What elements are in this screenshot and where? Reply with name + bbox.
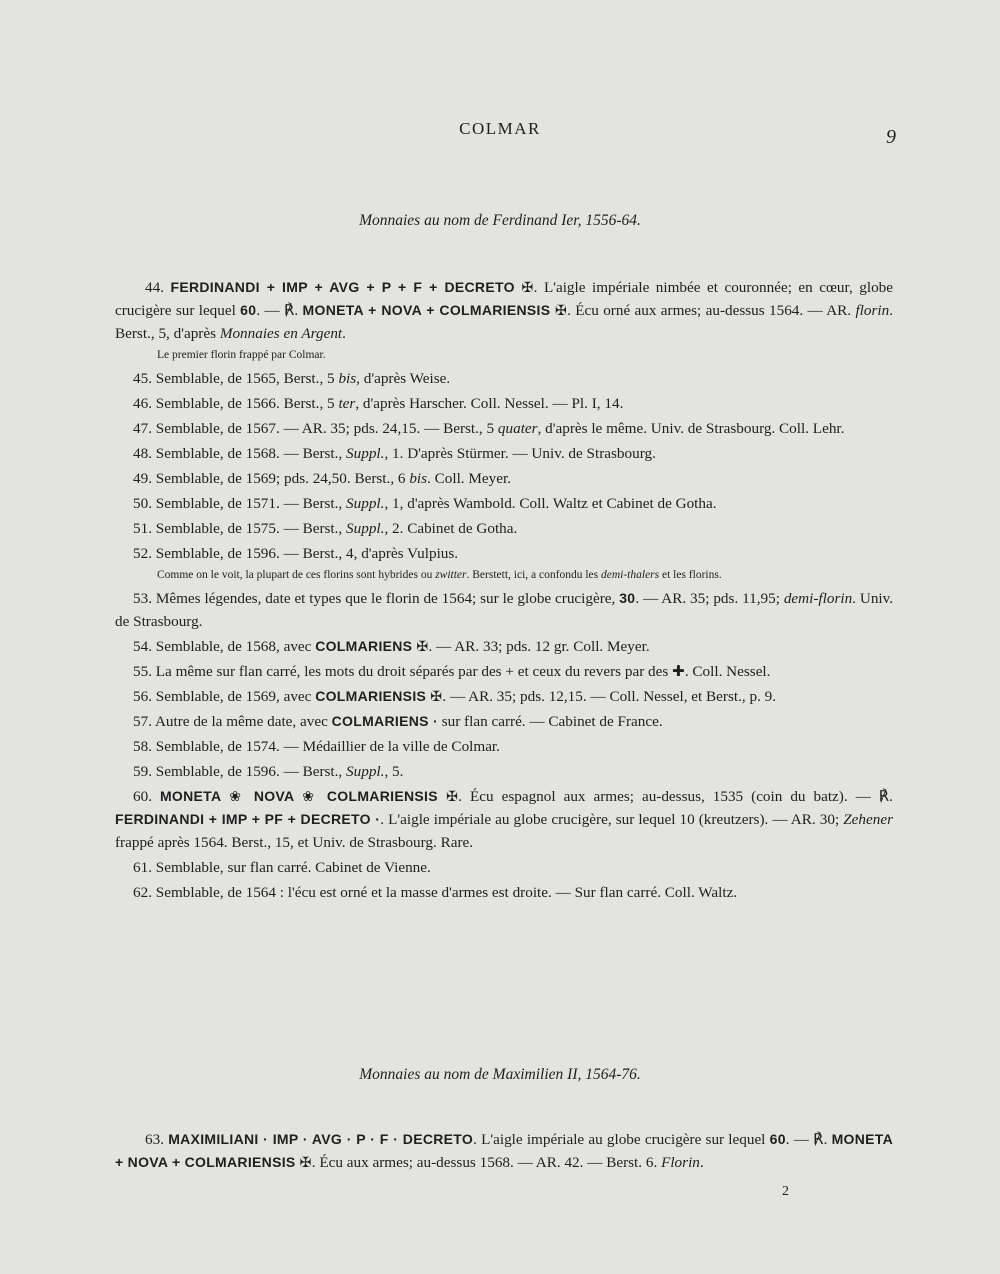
italic-text: demi-florin [783,590,853,607]
catalog-entry [115,856,893,879]
catalog-entry [115,685,893,708]
catalog-entry [115,492,893,515]
entry-text: , 2. Cabinet de Gotha. [384,520,518,537]
italic-text: demi-thalers [600,569,660,581]
entry-text: , d'après Weise. [356,370,451,387]
entry-number: 60. [133,788,160,805]
catalog-entry [115,710,893,733]
entry-text: Semblable, de 1564 : l'écu est orné et la masse d'armes est droite. — Sur flan carré. Coll. Waltz. [155,884,738,901]
signature-mark: 2 [782,1184,789,1199]
entry-text: . — ℟. [785,1131,832,1148]
entry-text: . L'aigle impériale nimbée et couronnée; en cœur, globe crucigère sur lequel [115,279,894,319]
entry-number: 53. [133,590,156,607]
entry-text: Semblable, de 1571. — Berst., [155,495,347,512]
catalog-entry [115,785,893,854]
italic-text: Suppl. [346,495,385,512]
coin-legend: FERDINANDI + IMP + AVG + P + F + DECRETO ✠ [170,279,534,295]
coin-legend: COLMARIENS ✠ [315,638,429,654]
italic-text: Suppl. [346,763,385,780]
italic-text: ter [338,395,356,412]
entry-text: Semblable, de 1567. — AR. 35; pds. 24,15. — Berst., 5 [155,420,498,437]
running-head: COLMAR [459,119,541,138]
italic-text: bis [338,370,357,387]
coin-legend: MONETA ❀ NOVA ❀ COLMARIENSIS ✠ [159,788,459,804]
italic-text: Suppl. [346,520,385,537]
entry-text: Semblable, de 1569, avec [155,688,316,705]
entry-number: 57. [133,713,155,730]
entry-text: . — AR. 35; pds. 12,15. — Coll. Nessel, et Berst., p. 9. [442,688,777,705]
note-text: Le premier florin frappé par Colmar. [157,349,326,361]
catalog-entry [115,276,893,345]
entry-text: Semblable, de 1596. — Berst., [155,763,347,780]
entry-number: 55. [133,663,156,680]
entry-number: 59. [133,763,156,780]
note-text: et les florins. [659,569,722,581]
catalog-entry [115,660,893,683]
entry-number: 62. [133,884,156,901]
entry-text: La même sur flan carré, les mots du droit séparés par des + et ceux du revers par des ✚. Coll. Nessel. [155,663,771,680]
entry-text: frappé après 1564. Berst., 15, et Univ. de Strasbourg. Rare. [115,834,474,851]
entry-text: Semblable, de 1596. — Berst., 4, d'après Vulpius. [155,545,459,562]
italic-text: florin [855,302,890,319]
section-title-ferdinand: Monnaies au nom de Ferdinand Ier, 1556-64. [359,212,641,229]
catalog-entry [115,881,893,904]
entry-text: . L'aigle impériale au globe crucigère sur lequel [473,1131,770,1148]
entry-number: 52. [133,545,156,562]
entry-text: , 1, d'après Wambold. Coll. Waltz et Cabinet de Gotha. [384,495,717,512]
entry-text: . Écu espagnol aux armes; au-dessus, 1535 (coin du batz). — ℟. [458,788,893,805]
entry-number: 51. [133,520,156,537]
entry-text: , 5. [384,763,404,780]
entry-text: Semblable, de 1575. — Berst., [155,520,347,537]
entry-text: Semblable, de 1566. Berst., 5 [155,395,339,412]
coin-legend: MAXIMILIANI · IMP · AVG · P · F · DECRETO [168,1131,474,1147]
entry-text: , d'après le même. Univ. de Strasbourg. Coll. Lehr. [537,420,845,437]
coin-legend: 30 [619,590,636,606]
italic-text: Monnaies en Argent [219,325,343,342]
entry-text: Semblable, de 1565, Berst., 5 [155,370,339,387]
italic-text: bis [409,470,428,487]
coin-legend: COLMARIENS · [331,713,438,729]
entry-text: . [342,325,346,342]
entry-text: . Univ. de Strasbourg. [115,590,894,630]
entry-number: 50. [133,495,156,512]
coin-legend: MONETA + NOVA + COLMARIENSIS ✠ [302,302,568,318]
coin-legend: MONETA + NOVA + COLMARIENSIS ✠ [115,1131,894,1170]
entry-text: Semblable, de 1568. — Berst., [155,445,347,462]
entry-text: . — AR. 35; pds. 11,95; [635,590,784,607]
catalog-entry [115,587,893,633]
entry-text: . L'aigle impériale au globe crucigère, sur lequel 10 (kreutzers). — AR. 30; [380,811,844,828]
entry-number: 54. [133,638,156,655]
catalog-entry [115,517,893,540]
entry-number: 45. [133,370,156,387]
catalog-entry [115,542,893,565]
entry-note [115,346,893,364]
entry-text: Semblable, de 1568, avec [155,638,316,655]
coin-legend: FERDINANDI + IMP + PF + DECRETO · [115,811,381,827]
entry-text: . — AR. 33; pds. 12 gr. Coll. Meyer. [428,638,650,655]
catalog-entry [115,635,893,658]
entry-text: Semblable, de 1569; pds. 24,50. Berst., 6 [155,470,410,487]
italic-text: Zehener [843,811,894,828]
entry-text: . Berst., 5, d'après [115,302,893,342]
entry-number: 47. [133,420,156,437]
catalog-entry [115,442,893,465]
italic-text: quater [497,420,538,437]
entry-text: Semblable, de 1574. — Médaillier de la ville de Colmar. [155,738,500,755]
entry-number: 63. [145,1131,169,1148]
entry-text: . [699,1154,704,1171]
entry-text: Autre de la même date, avec [154,713,332,730]
entry-number: 48. [133,445,156,462]
catalog-entry [115,467,893,490]
coin-legend: 60 [240,302,257,318]
entry-note [115,566,893,584]
entry-number: 44. [145,279,171,296]
entry-text: . Coll. Meyer. [427,470,511,487]
note-text: . Berstett, ici, a confondu les [466,569,601,581]
italic-text: zwitter [435,569,467,581]
entries-list [115,276,893,906]
entry-number: 61. [133,859,156,876]
entry-text: Semblable, sur flan carré. Cabinet de Vienne. [155,859,431,876]
coin-legend: COLMARIENSIS ✠ [315,688,443,704]
catalog-entry [115,735,893,758]
entry-text: Mêmes légendes, date et types que le florin de 1564; sur le globe crucigère, [155,590,620,607]
entry-text: . — ℟. [256,302,303,319]
italic-text: Florin [661,1154,700,1171]
section-title-maximilien: Monnaies au nom de Maximilien II, 1564-76. [359,1066,641,1083]
entry-text: . Écu orné aux armes; au-dessus 1564. — AR. [567,302,856,319]
note-text: Comme on le voit, la plupart de ces florins sont hybrides ou [157,569,436,581]
page-number: 9 [886,126,896,148]
catalog-entry [115,1128,893,1174]
entry-text: . Écu aux armes; au-dessus 1568. — AR. 42. — Berst. 6. [311,1154,662,1171]
entries-list-2 [115,1128,893,1176]
entry-text: , d'après Harscher. Coll. Nessel. — Pl. I, 14. [355,395,624,412]
entry-number: 49. [133,470,156,487]
catalog-entry [115,367,893,390]
coin-legend: 60 [769,1131,786,1147]
entry-text: , 1. D'après Stürmer. — Univ. de Strasbourg. [384,445,656,462]
entry-number: 56. [133,688,156,705]
entry-number: 58. [133,738,156,755]
entry-number: 46. [133,395,156,412]
catalog-entry [115,417,893,440]
italic-text: Suppl. [346,445,385,462]
catalog-entry [115,392,893,415]
catalog-entry [115,760,893,783]
entry-text: sur flan carré. — Cabinet de France. [437,713,663,730]
